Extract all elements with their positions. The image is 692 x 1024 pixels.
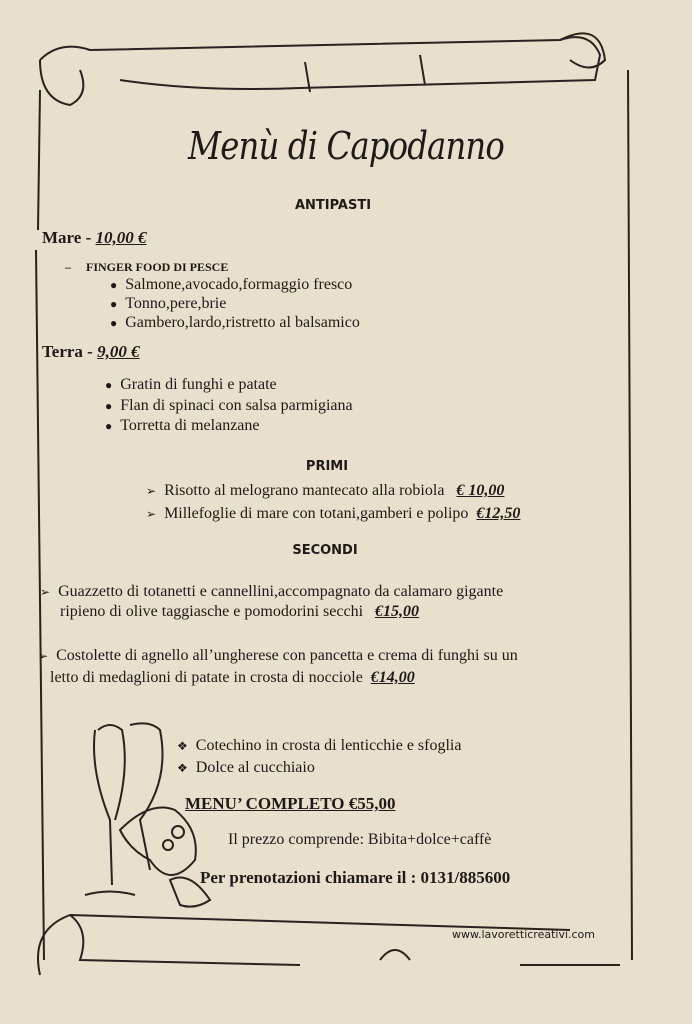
diamond-bullet-icon: ❖	[177, 739, 188, 753]
terra-price: 9,00 €	[97, 342, 140, 361]
primi-heading: PRIMI	[305, 459, 349, 474]
booking-phone: Per prenotazioni chiamare il : 0131/885600	[200, 868, 511, 887]
list-item: ● Flan di spinaci con salsa parmigiana	[105, 397, 353, 414]
terra-label: Terra	[42, 342, 83, 361]
list-item: ● Salmone,avocado,formaggio fresco	[110, 276, 353, 293]
list-item: ● Tonno,pere,brie	[110, 295, 227, 312]
mare-heading	[42, 228, 147, 248]
arrow-bullet-icon: ➢	[38, 649, 49, 663]
mare-price: 10,00 €	[95, 228, 147, 247]
terra-heading	[42, 342, 140, 362]
list-item: ● Torretta di melanzane	[105, 417, 260, 434]
finger-food-label: FINGER FOOD DI PESCE	[86, 260, 229, 274]
arrow-bullet-icon: ➢	[146, 507, 157, 521]
list-item: ❖ Dolce al cucchiaio	[177, 759, 315, 776]
list-item: ➢ Guazzetto di totanetti e cannellini,accompagnato da calamaro gigante ripieno di olive taggiasche e pomodorini secchi €15,00	[40, 583, 504, 620]
antipasti-heading: ANTIPASTI	[294, 198, 372, 213]
mare-sep: -	[85, 228, 92, 247]
website-link: www.lavoretticreativi.com	[452, 928, 596, 941]
list-item: ● Gratin di funghi e patate	[105, 376, 277, 393]
list-item: ➢ Millefoglie di mare con totani,gamberi e polipo €12,50	[146, 505, 521, 522]
list-item: ➢ Risotto al melograno mantecato alla robiola € 10,00	[146, 482, 505, 499]
menu-completo-price: MENU’ COMPLETO €55,00	[185, 794, 396, 813]
list-item: ➢ Costolette di agnello all’ungherese con pancetta e crema di funghi su un letto di medaglioni di patate in crosta di nocciole €14,00	[38, 647, 518, 686]
finger-food-subheading: – FINGER FOOD DI PESCE	[65, 260, 229, 274]
list-item: ❖ Cotechino in crosta di lenticchie e sfoglia	[177, 737, 462, 754]
arrow-bullet-icon: ➢	[146, 484, 157, 498]
price-includes: Il prezzo comprende: Bibita+dolce+caffè	[228, 831, 492, 848]
list-item: ● Gambero,lardo,ristretto al balsamico	[110, 314, 360, 331]
terra-sep: -	[87, 342, 93, 361]
arrow-bullet-icon: ➢	[40, 585, 51, 599]
secondi-heading: SECONDI	[292, 543, 358, 558]
diamond-bullet-icon: ❖	[177, 761, 188, 775]
mare-label: Mare	[42, 228, 82, 247]
menu-title: Menù di Capodanno	[188, 124, 504, 168]
